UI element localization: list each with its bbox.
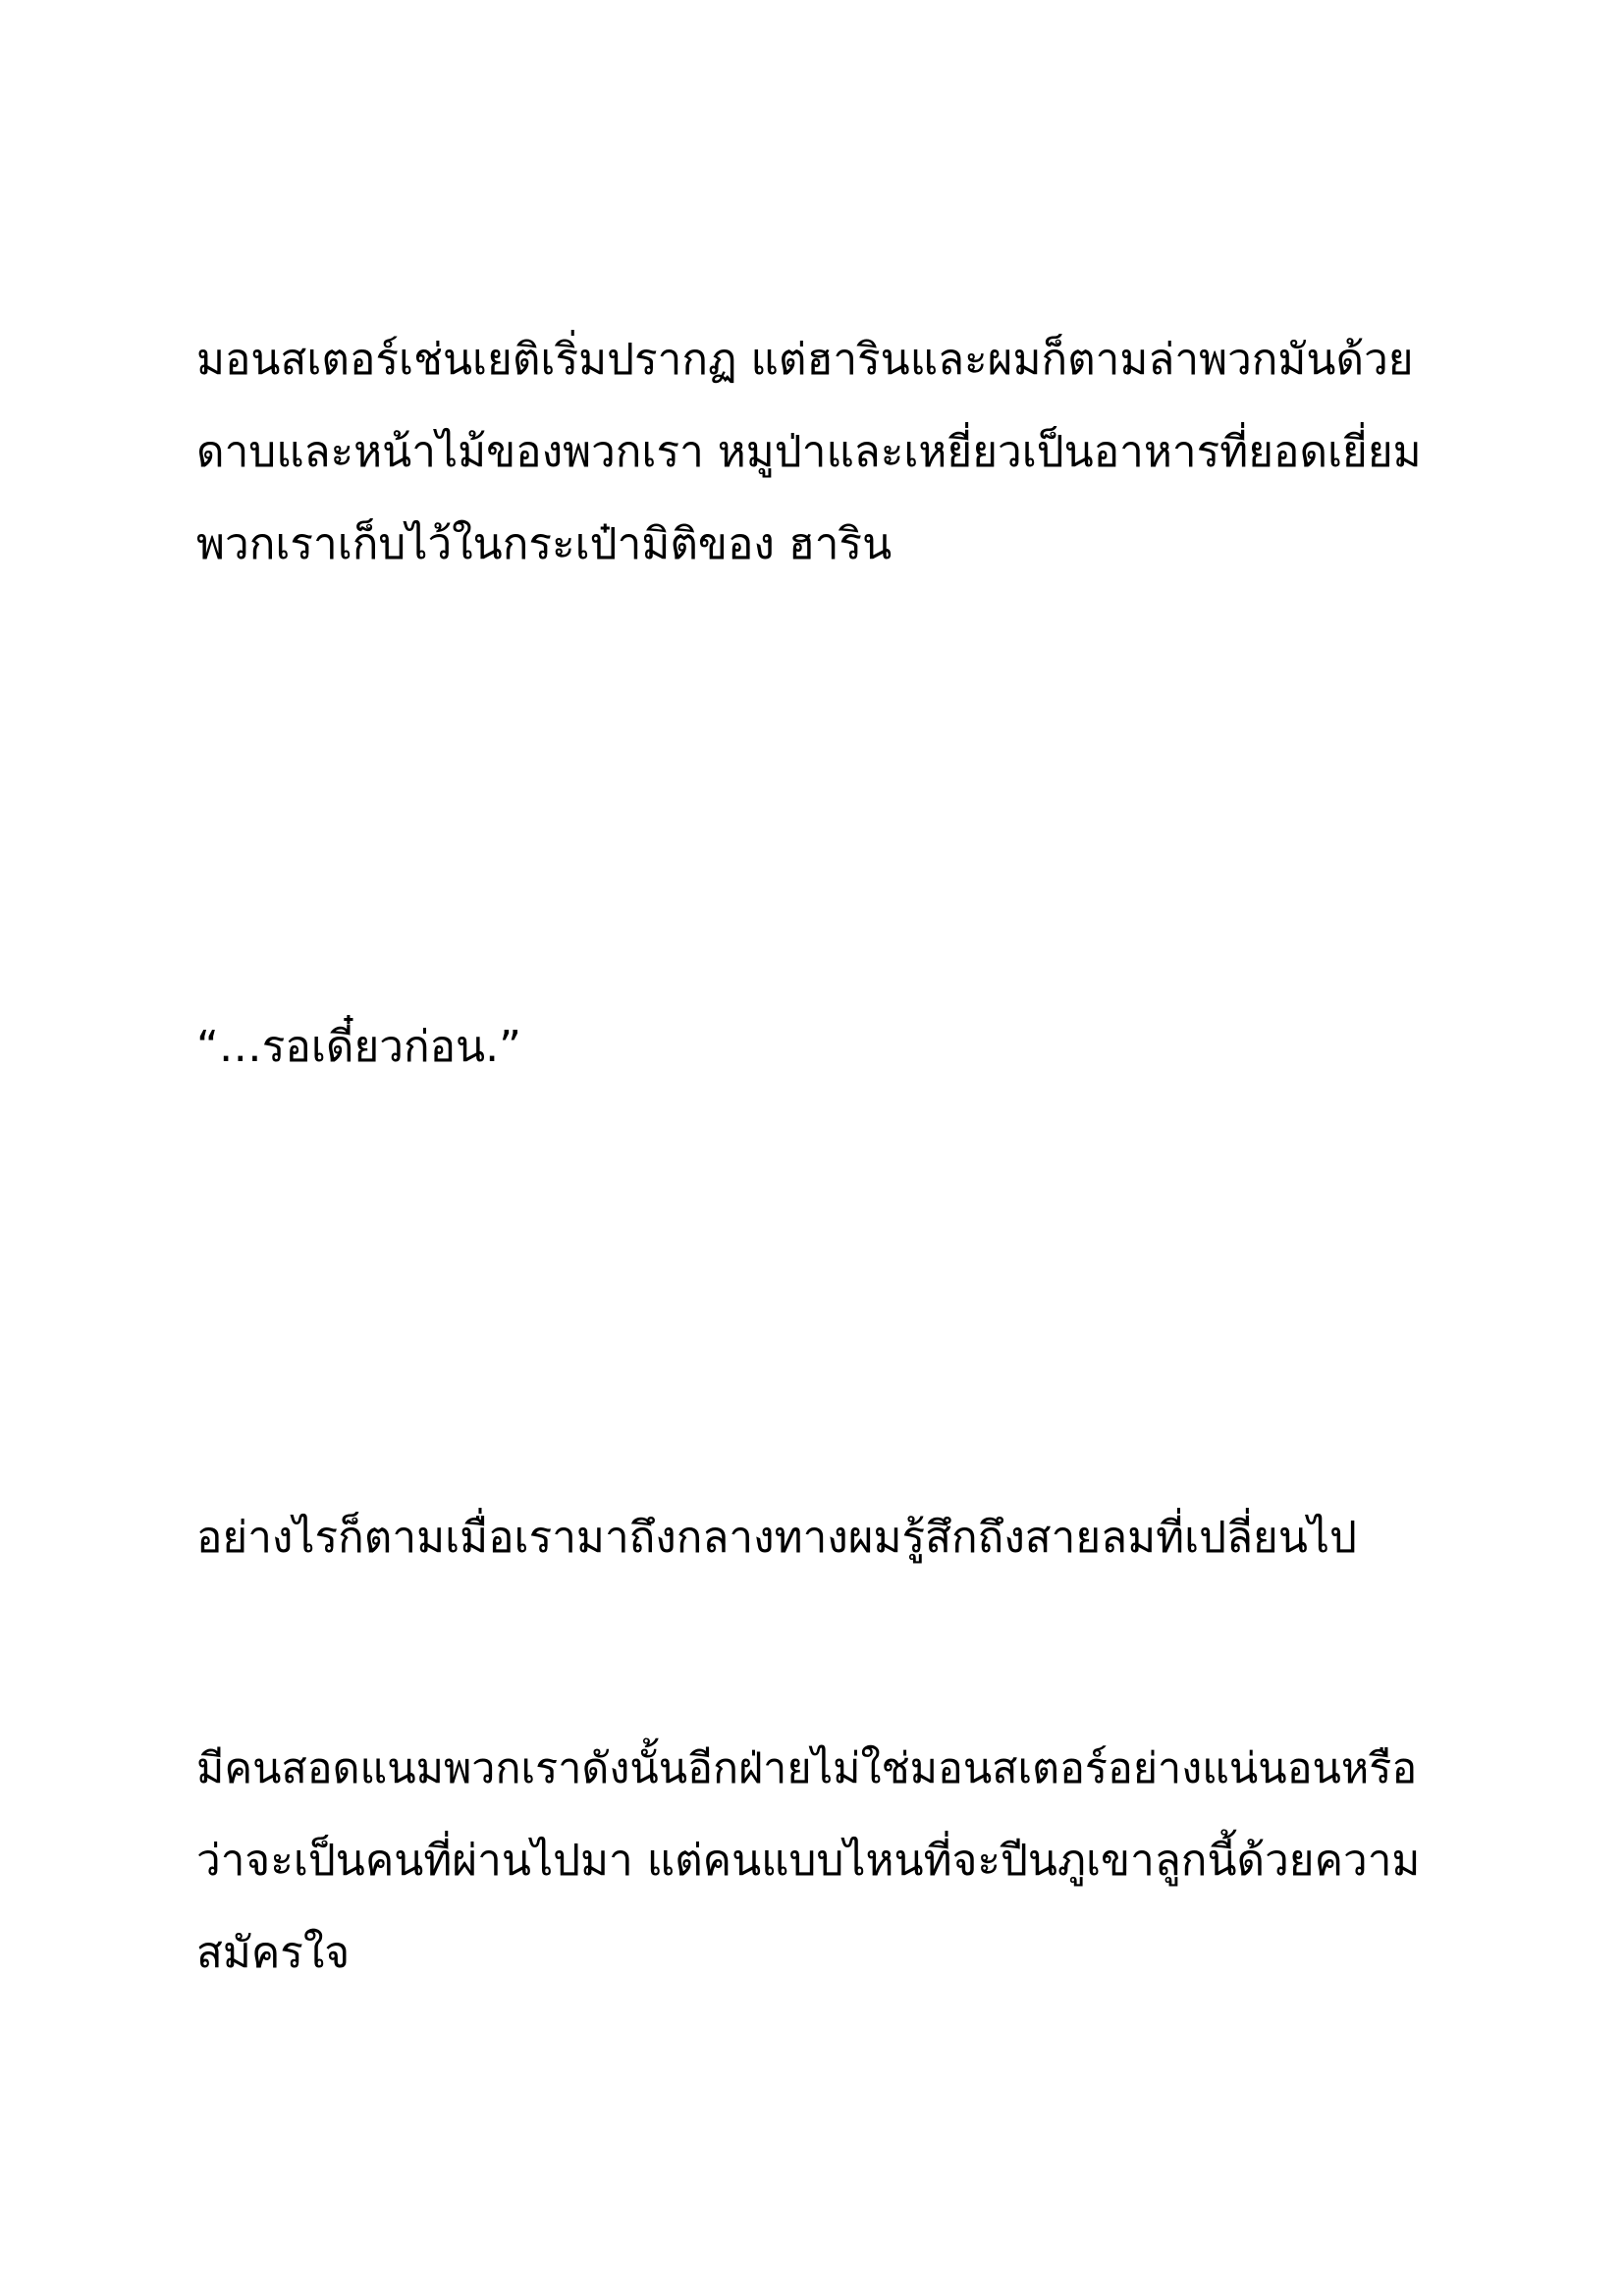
- paragraph-line: สมัครใจ: [196, 1928, 351, 1978]
- paragraph-line: พวกเราเก็บไว้ในกระเป๋ามิติของ ฮาริน: [196, 519, 893, 569]
- paragraph-line: ดาบและหน้าไม้ของพวกเรา หมูป่าและเหยี่ยวเป็นอาหารที่ยอดเยี่ยม: [196, 427, 1422, 477]
- paragraph-line: มีคนสอดแนมพวกเราดังนั้นอีกฝ่ายไม่ใช่มอนสเตอร์อย่างแน่นอนหรือ: [196, 1744, 1418, 1793]
- paragraph-monsters: [196, 314, 1434, 591]
- dialogue-line: “…รอเดี๋ยวก่อน.”: [196, 1022, 521, 1072]
- paragraph-scouting: [196, 1723, 1434, 2000]
- paragraph-wind: [196, 1492, 1434, 1584]
- paragraph-line: ว่าจะเป็นคนที่ผ่านไปมา แต่คนแบบไหนที่จะปีนภูเขาลูกนี้ด้วยความ: [196, 1836, 1421, 1886]
- paragraph-dialogue: [196, 1001, 1434, 1094]
- paragraph-line: อย่างไรก็ตามเมื่อเรามาถึงกลางทางผมรู้สึกถึงสายลมที่เปลี่ยนไป: [196, 1513, 1357, 1563]
- paragraph-line: มอนสเตอร์เช่นเยติเริ่มปรากฏ แต่ฮารินและผมก็ตามล่าพวกมันด้วย: [196, 335, 1414, 385]
